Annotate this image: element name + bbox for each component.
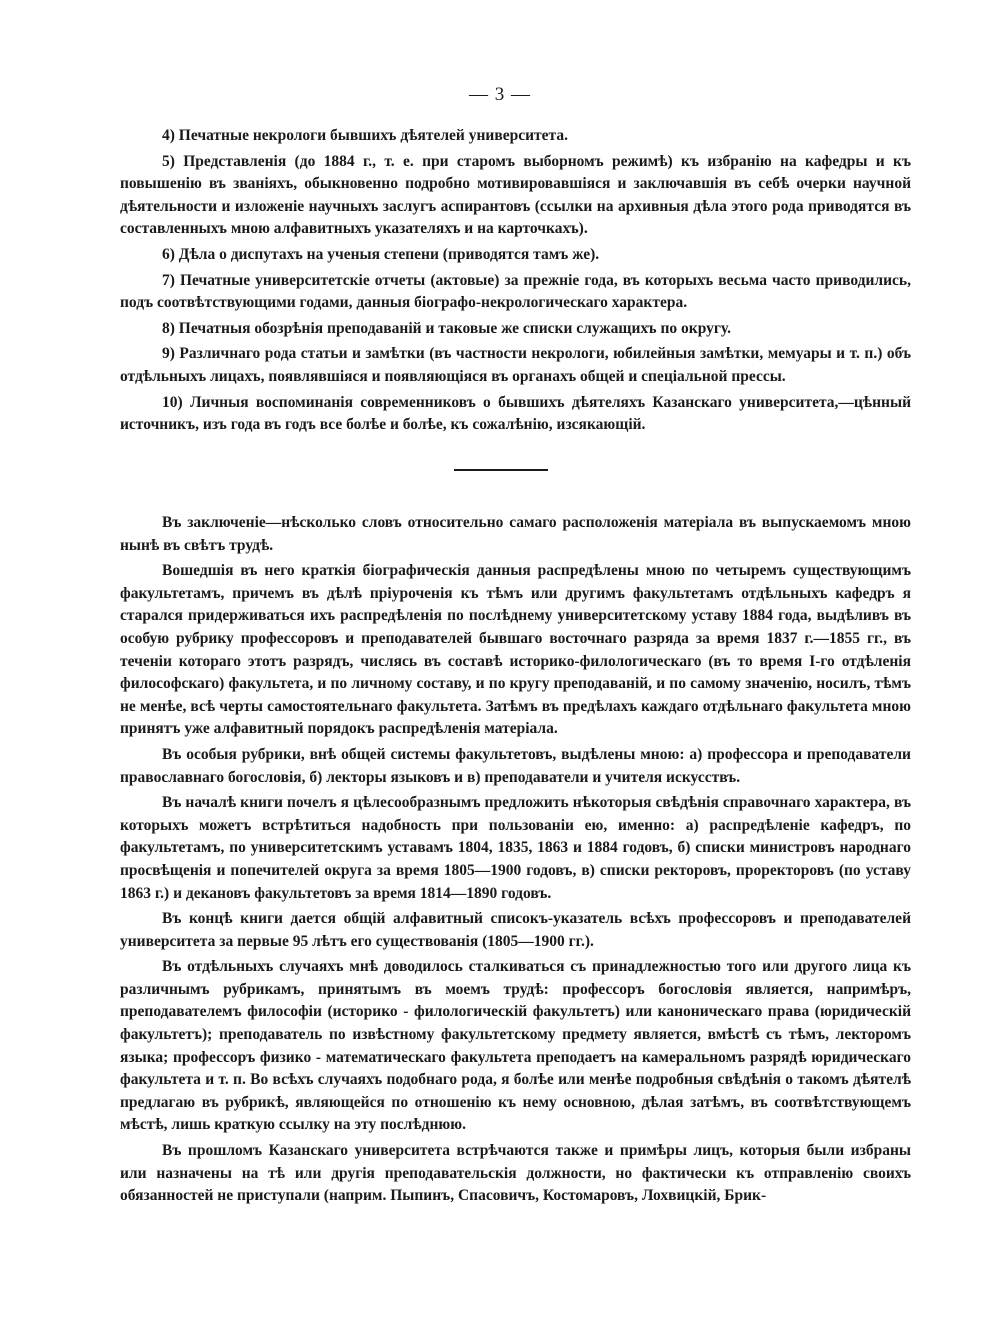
paragraph: Въ отдѣльныхъ случаяхъ мнѣ доводилось сталкиваться съ принадлежностью того или другого лица къ различнымъ рубрикамъ, принятымъ въ моемъ трудѣ: профессоръ богословія является, напримѣръ, преподавателемъ философіи (историко - филологическій факультетъ) или каноническаго права (юридическій факультетъ); преподаватель по извѣстному факультетскому предмету является, вмѣстѣ съ тѣмъ, лекторомъ языка; профессоръ физико - математическаго факультета преподаетъ на камеральномъ разрядѣ юридическаго факультета и т. п. Во всѣхъ случаяхъ подобнаго рода, я болѣе или менѣе подробныя свѣдѣнія о такомъ дѣятелѣ предлагаю въ рубрикѣ, являющейся по отношенію къ нему основною, дѣлая затѣмъ, въ соотвѣтствующемъ мѣстѣ, лишь краткую ссылку на эту послѣднюю. bbox=[120, 958, 911, 1134]
page-number: — 3 — bbox=[469, 84, 531, 105]
sources-list bbox=[120, 125, 911, 440]
list-item: 4) Печатные некрологи бывшихъ дѣятелей университета. bbox=[162, 127, 568, 144]
paragraph: Въ началѣ книги почелъ я цѣлесообразнымъ предложить нѣкоторыя свѣдѣнія справочнаго характера, въ которыхъ можетъ встрѣтиться надобность при пользованіи ею, именно: а) распредѣленіе кафедръ, по факультетамъ, по университетскимъ уставамъ 1804, 1835, 1863 и 1884 годовъ, б) списки министровъ народнаго просвѣщенія и попечителей округа за время 1805—1900 годовъ, в) списки ректоровъ, проректоровъ (по уставу 1863 г.) и декановъ факультетовъ за время 1814—1890 годовъ. bbox=[120, 794, 911, 902]
list-item: 8) Печатныя обозрѣнія преподаваній и таковые же списки служащихъ по округу. bbox=[162, 319, 731, 337]
section-divider bbox=[454, 469, 548, 471]
conclusion-section bbox=[120, 512, 911, 1211]
list-item: 9) Различнаго рода статьи и замѣтки (въ частности некрологи, юбилейныя замѣтки, мемуары и т. п.) объ отдѣльныхъ лицахъ, появлявшіяся и появляющіяся въ органахъ общей и спеціальной прессы. bbox=[120, 345, 911, 385]
paragraph: Вошедшія въ него краткія біографическія данныя распредѣлены мною по четыремъ существующимъ факультетамъ, причемъ въ дѣлѣ пріуроченія къ тѣмъ или другимъ факультетамъ отдѣльныхъ кафедръ я старался придерживаться ихъ распредѣленія по послѣднему университетскому уставу 1884 года, выдѣливъ въ особую рубрику профессоровъ и преподавателей бывшаго восточнаго разряда за время 1837 г.—1855 гг., въ теченіи котораго этотъ разрядъ, числясь въ составѣ историко-филологическаго (въ то время I-го отдѣленія философскаго) факультета, и по личному составу, и по кругу преподаваній, и по самому значенію, носилъ, тѣмъ не менѣе, всѣ черты самостоятельнаго факультета. Затѣмъ въ предѣлахъ каждаго отдѣльнаго факультета мною принятъ уже алфавитный порядокъ распредѣленія матеріала. bbox=[120, 562, 911, 738]
list-item: 6) Дѣла о диспутахъ на ученыя степени (приводятся тамъ же). bbox=[162, 245, 600, 263]
list-item: 5) Представленія (до 1884 г., т. е. при старомъ выборномъ режимѣ) къ избранію на кафедры и къ повышенію въ званіяхъ, обыкновенно подробно мотивировавшіяся и заключавшія въ себѣ очерки научной дѣятельности и изложеніе научныхъ заслугъ аспирантовъ (ссылки на архивныя дѣла этого рода приводятся въ составленныхъ мною алфавитныхъ указателяхъ и на карточкахъ). bbox=[120, 152, 911, 238]
list-item: 10) Личныя воспоминанія современниковъ о бывшихъ дѣятеляхъ Казанскаго университета,—цѣнный источникъ, изъ года въ годъ все болѣе и болѣе, къ сожалѣнію, изсякающій. bbox=[120, 393, 911, 434]
paragraph: Въ концѣ книги дается общій алфавитный списокъ-указатель всѣхъ профессоровъ и преподавателей университета за первые 95 лѣтъ его существованія (1805—1900 гг.). bbox=[120, 910, 911, 950]
list-item: 7) Печатные университетскіе отчеты (актовые) за прежніе года, въ которыхъ весьма часто приводились, подъ соотвѣтствующими годами, данныя біографо-некрологическаго характера. bbox=[120, 271, 911, 312]
paragraph: Въ прошломъ Казанскаго университета встрѣчаются также и примѣры лицъ, которыя были избраны или назначены на тѣ или другія преподавательскія должности, но фактически къ отправленію своихъ обязанностей не приступали (наприм. Пыпинъ, Спасовичъ, Костомаровъ, Лохвицкій, Брик- bbox=[120, 1142, 911, 1205]
paragraph: Въ особыя рубрики, внѣ общей системы факультетовъ, выдѣлены мною: а) профессора и преподаватели православнаго богословія, б) лекторы языковъ и в) преподаватели и учителя искусствъ. bbox=[120, 745, 911, 786]
paragraph: Въ заключеніе—нѣсколько словъ относительно самаго расположенія матеріала въ выпускаемомъ мною нынѣ въ свѣтъ трудѣ. bbox=[120, 514, 911, 554]
